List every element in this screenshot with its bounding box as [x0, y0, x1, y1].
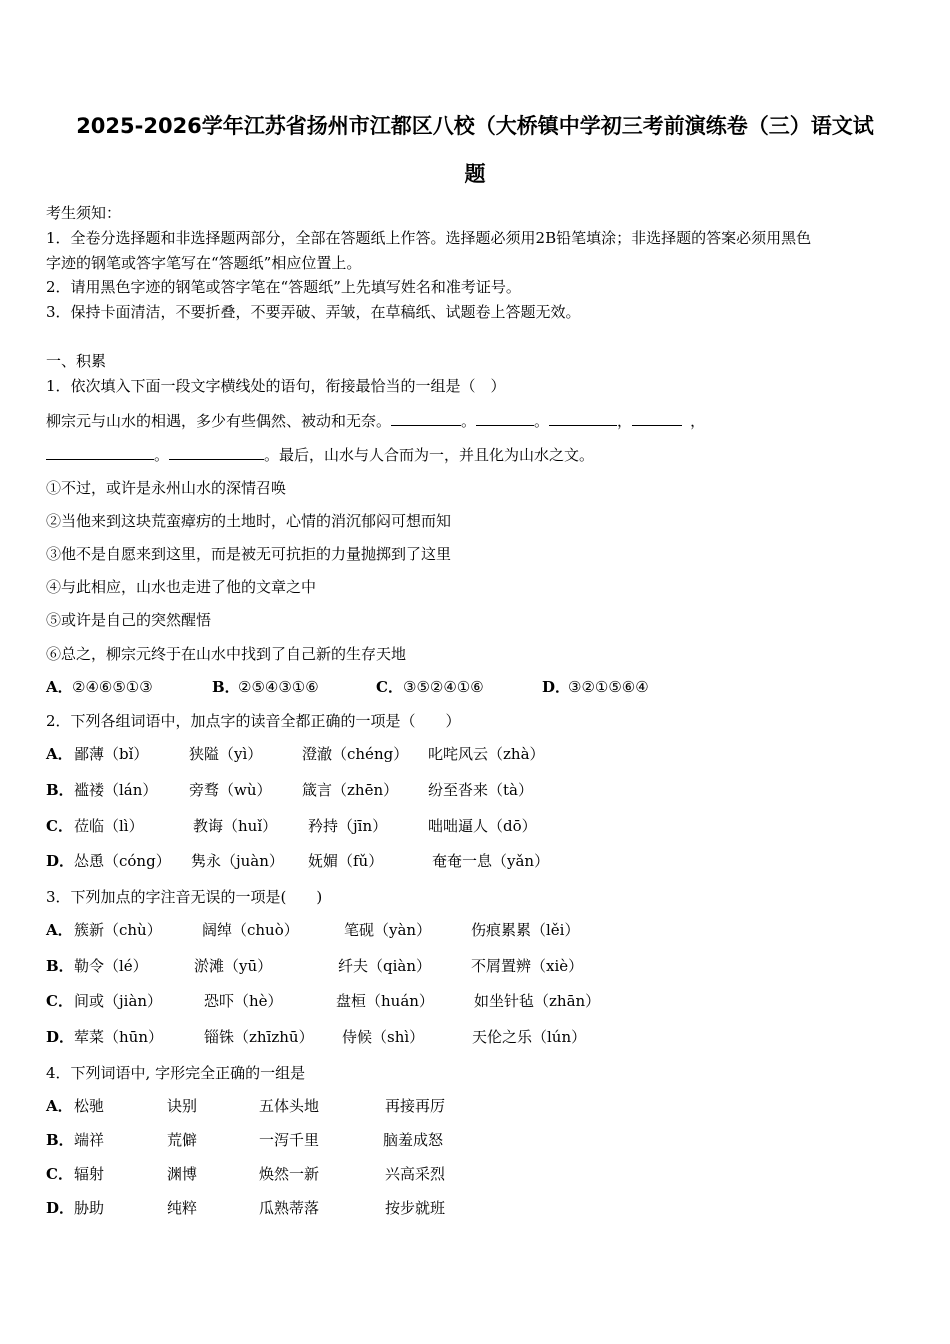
fill-blank[interactable]	[632, 411, 682, 426]
word-item: 狭隘（yì）	[189, 745, 263, 763]
notice-item: 1．全卷分选择题和非选择题两部分，全部在答题纸上作答。选择题必须用2B铅笔填涂；非选择题的答案必须用黑色	[46, 229, 812, 247]
option-label: A．	[46, 1097, 73, 1115]
question-1-passage-line-1	[46, 410, 705, 432]
word-item: 妩媚（fǔ）	[308, 852, 384, 870]
question-2-stem: 2．下列各组词语中，加点字的读音全都正确的一项是（ ）	[46, 712, 461, 730]
punctuation: 。	[534, 412, 550, 430]
word-item: 笔砚（yàn）	[344, 921, 432, 939]
punctuation: ，	[617, 412, 633, 430]
option-label: B．	[46, 1131, 74, 1149]
word-item: 叱咤风云（zhà）	[428, 745, 545, 763]
notice-item: 字迹的钢笔或答字笔写在“答题纸”相应位置上。	[46, 254, 362, 272]
option-label: C．	[46, 992, 73, 1010]
option-label: A．	[46, 921, 73, 939]
word-item: 瓜熟蒂落	[259, 1199, 320, 1217]
word-item: 不屑置辨（xiè）	[471, 957, 584, 975]
question-4-stem: 4．下列词语中, 字形完全正确的一组是	[46, 1064, 306, 1082]
word-item: 隽永（juàn）	[191, 852, 284, 870]
word-item: 阔绰（chuò）	[202, 921, 299, 939]
word-item: 诀别	[167, 1097, 198, 1115]
passage-text: 。最后，山水与人合而为一，并且化为山水之文。	[264, 446, 595, 464]
passage-text: 柳宗元与山水的相遇，多少有些偶然、被动和无奈。	[46, 412, 392, 430]
option-text[interactable]: ②⑤④③①⑥	[238, 678, 319, 696]
word-item: 荤菜（hūn）	[74, 1028, 163, 1046]
fill-blank[interactable]	[476, 411, 534, 426]
section-heading: 一、积累	[46, 352, 107, 370]
notice-heading: 考生须知：	[46, 204, 122, 222]
option-label: A．	[46, 678, 73, 696]
sentence-item: ①不过，或许是永州山水的深情召唤	[46, 479, 287, 497]
word-item: 勒令（lé）	[74, 957, 148, 975]
option-label: D．	[46, 1199, 75, 1217]
option-label: B．	[212, 678, 240, 696]
word-item: 焕然一新	[259, 1165, 320, 1183]
word-item: 再接再厉	[385, 1097, 446, 1115]
word-item: 奄奄一息（yǎn）	[432, 852, 550, 870]
sentence-item: ④与此相应，山水也走进了他的文章之中	[46, 578, 317, 596]
option-label: D．	[46, 852, 75, 870]
fill-blank[interactable]	[169, 445, 264, 460]
word-item: 纷至沓来（tà）	[428, 781, 533, 799]
word-item: 咄咄逼人（dō）	[428, 817, 537, 835]
word-item: 侍候（shì）	[342, 1028, 425, 1046]
word-item: 天伦之乐（lún）	[472, 1028, 587, 1046]
word-item: 教诲（huǐ）	[193, 817, 278, 835]
word-item: 旁骛（wù）	[189, 781, 272, 799]
word-item: 箴言（zhēn）	[302, 781, 399, 799]
punctuation: 。	[154, 446, 170, 464]
option-label: C．	[46, 817, 73, 835]
option-text[interactable]: ③⑤②④①⑥	[403, 678, 484, 696]
word-item: 纯粹	[167, 1199, 198, 1217]
word-item: 脑羞成怒	[383, 1131, 444, 1149]
word-item: 澄澈（chéng）	[302, 745, 409, 763]
option-label: B．	[46, 957, 74, 975]
notice-item: 2．请用黑色字迹的钢笔或答字笔在“答题纸”上先填写姓名和准考证号。	[46, 278, 521, 296]
word-item: 盘桓（huán）	[336, 992, 434, 1010]
word-item: 渊博	[167, 1165, 198, 1183]
word-item: 伤痕累累（lěi）	[471, 921, 580, 939]
word-item: 松驰	[74, 1097, 105, 1115]
word-item: 纤夫（qiàn）	[338, 957, 432, 975]
word-item: 辐射	[74, 1165, 105, 1183]
option-label: C．	[376, 678, 403, 696]
word-item: 褴褛（lán）	[74, 781, 158, 799]
option-text[interactable]: ②④⑥⑤①③	[72, 678, 153, 696]
word-item: 莅临（lì）	[74, 817, 144, 835]
word-item: 鄙薄（bǐ）	[74, 745, 149, 763]
word-item: 端祥	[74, 1131, 105, 1149]
word-item: 怂恿（cóng）	[74, 852, 171, 870]
fill-blank[interactable]	[391, 411, 461, 426]
word-item: 按步就班	[385, 1199, 446, 1217]
sentence-item: ②当他来到这块荒蛮瘴疠的土地时，心情的消沉郁闷可想而知	[46, 512, 452, 530]
word-item: 五体头地	[259, 1097, 320, 1115]
question-1-passage-line-2	[46, 444, 594, 466]
option-label: D．	[542, 678, 571, 696]
exam-title: 2025-2026学年江苏省扬州市江都区八校（大桥镇中学初三考前演练卷（三）语文试	[76, 114, 874, 138]
exam-title-continued: 题	[464, 162, 486, 186]
fill-blank[interactable]	[549, 411, 617, 426]
fill-blank[interactable]	[46, 445, 154, 460]
word-item: 锱铢（zhīzhū）	[204, 1028, 314, 1046]
word-item: 恐吓（hè）	[204, 992, 283, 1010]
notice-item: 3．保持卡面清洁，不要折叠，不要弄破、弄皱，在草稿纸、试题卷上答题无效。	[46, 303, 581, 321]
word-item: 矜持（jīn）	[308, 817, 388, 835]
option-label: A．	[46, 745, 73, 763]
sentence-item: ③他不是自愿来到这里，而是被无可抗拒的力量抛掷到了这里	[46, 545, 452, 563]
sentence-item: ⑤或许是自己的突然醒悟	[46, 611, 212, 629]
question-3-stem: 3．下列加点的字注音无误的一项是( )	[46, 888, 323, 906]
word-item: 如坐针毡（zhān）	[474, 992, 601, 1010]
word-item: 胁助	[74, 1199, 105, 1217]
punctuation: 。	[461, 412, 477, 430]
option-label: C．	[46, 1165, 73, 1183]
option-text[interactable]: ③②①⑤⑥④	[568, 678, 649, 696]
punctuation: ，	[690, 412, 706, 430]
option-label: B．	[46, 781, 74, 799]
sentence-item: ⑥总之，柳宗元终于在山水中找到了自己新的生存天地	[46, 645, 407, 663]
word-item: 一泻千里	[259, 1131, 320, 1149]
word-item: 淤滩（yū）	[194, 957, 273, 975]
option-label: D．	[46, 1028, 75, 1046]
word-item: 兴高采烈	[385, 1165, 446, 1183]
word-item: 间或（jiàn）	[74, 992, 163, 1010]
word-item: 荒僻	[167, 1131, 198, 1149]
question-1-stem: 1．依次填入下面一段文字横线处的语句，衔接最恰当的一组是（ ）	[46, 377, 506, 395]
word-item: 簇新（chù）	[74, 921, 162, 939]
